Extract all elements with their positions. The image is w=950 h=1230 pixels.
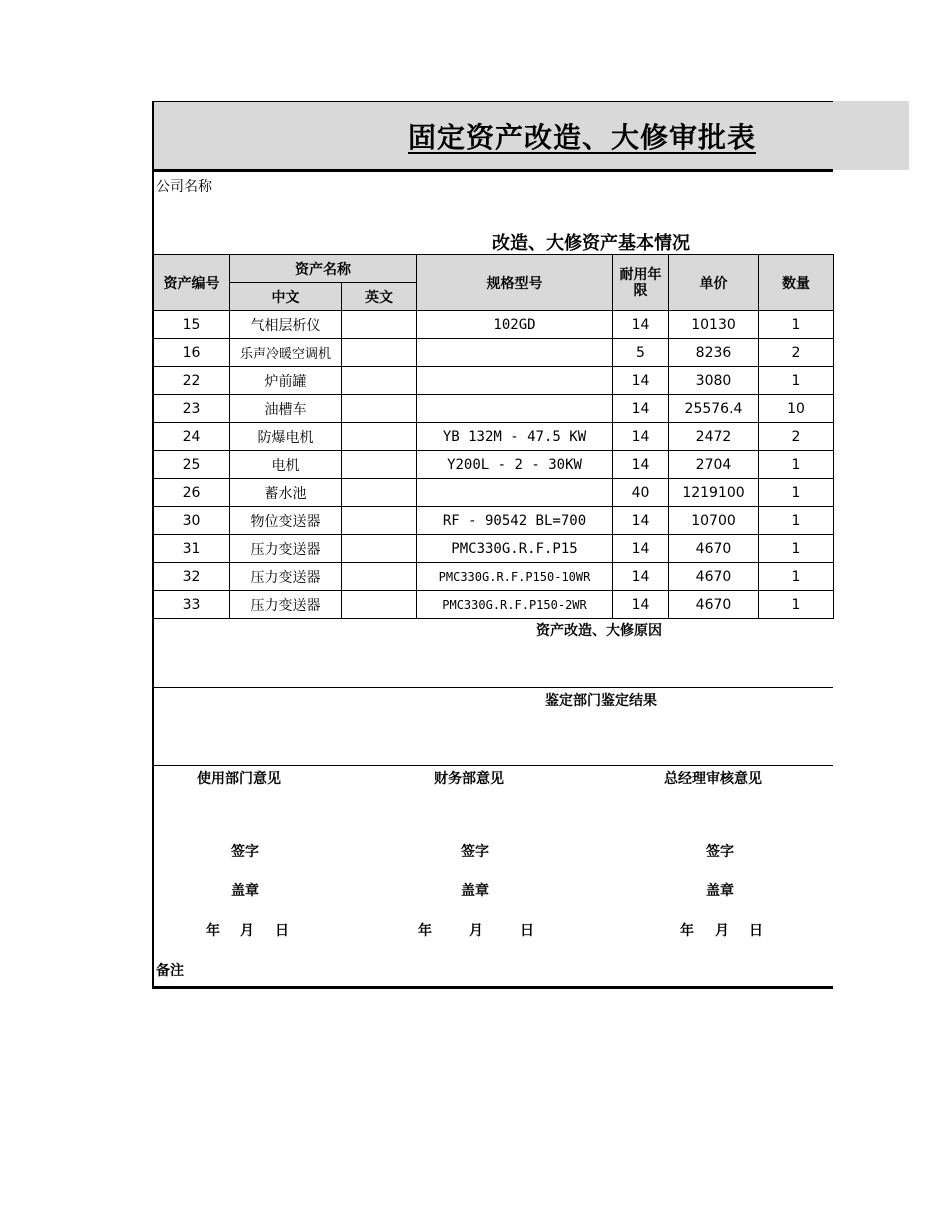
cell-qty: 1 — [759, 591, 834, 619]
cell-life: 14 — [613, 507, 669, 535]
cell-asset-no: 25 — [154, 451, 230, 479]
header-chinese: 中文 — [230, 283, 342, 311]
cell-name-en — [342, 479, 417, 507]
table-row — [154, 563, 834, 591]
cell-price: 8236 — [669, 339, 759, 367]
reason-bottom-border — [153, 687, 833, 688]
user-dept-sign-label: 签字 — [231, 844, 259, 860]
table-row — [154, 535, 834, 563]
cell-asset-no: 33 — [154, 591, 230, 619]
bottom-border — [152, 986, 833, 989]
cell-spec: PMC330G.R.F.P150-10WR — [417, 563, 613, 591]
cell-life: 5 — [613, 339, 669, 367]
cell-name-en — [342, 563, 417, 591]
header-life-years-text: 耐用年限 — [619, 266, 662, 299]
top-border — [152, 101, 833, 102]
cell-name-cn: 物位变送器 — [230, 507, 342, 535]
cell-price: 2704 — [669, 451, 759, 479]
header-english: 英文 — [342, 283, 417, 311]
cell-price: 4670 — [669, 591, 759, 619]
finance-dept-year: 年 — [418, 923, 432, 939]
cell-asset-no: 23 — [154, 395, 230, 423]
appraisal-bottom-border — [153, 765, 833, 766]
cell-life: 14 — [613, 395, 669, 423]
cell-spec — [417, 395, 613, 423]
cell-price: 10130 — [669, 311, 759, 339]
cell-name-en — [342, 591, 417, 619]
finance-dept-sign-label: 签字 — [461, 844, 489, 860]
cell-spec: PMC330G.R.F.P150-2WR — [417, 591, 613, 619]
table-row — [154, 507, 834, 535]
gm-sign-label: 签字 — [706, 844, 734, 860]
cell-qty: 2 — [759, 423, 834, 451]
cell-qty: 1 — [759, 311, 834, 339]
user-dept-seal-label: 盖章 — [231, 883, 259, 899]
reason-title: 资产改造、大修原因 — [536, 623, 662, 639]
finance-dept-day: 日 — [520, 923, 534, 939]
cell-name-cn: 蓄水池 — [230, 479, 342, 507]
cell-life: 14 — [613, 423, 669, 451]
table-row — [154, 395, 834, 423]
cell-life: 14 — [613, 535, 669, 563]
cell-name-en — [342, 311, 417, 339]
cell-name-en — [342, 367, 417, 395]
cell-name-en — [342, 339, 417, 367]
table-row — [154, 451, 834, 479]
table-row — [154, 367, 834, 395]
cell-name-cn: 油槽车 — [230, 395, 342, 423]
cell-spec — [417, 367, 613, 395]
gm-day: 日 — [749, 923, 763, 939]
cell-name-cn: 电机 — [230, 451, 342, 479]
cell-qty: 1 — [759, 367, 834, 395]
table-row — [154, 479, 834, 507]
cell-name-cn: 压力变送器 — [230, 535, 342, 563]
finance-dept-seal-label: 盖章 — [461, 883, 489, 899]
cell-asset-no: 32 — [154, 563, 230, 591]
cell-life: 14 — [613, 311, 669, 339]
header-quantity: 数量 — [759, 255, 834, 311]
asset-table — [153, 254, 834, 619]
cell-name-cn: 压力变送器 — [230, 563, 342, 591]
company-name-label: 公司名称 — [156, 179, 212, 195]
cell-asset-no: 26 — [154, 479, 230, 507]
cell-life: 14 — [613, 451, 669, 479]
gm-seal-label: 盖章 — [706, 883, 734, 899]
cell-asset-no: 31 — [154, 535, 230, 563]
cell-qty: 10 — [759, 395, 834, 423]
cell-name-en — [342, 451, 417, 479]
cell-asset-no: 22 — [154, 367, 230, 395]
appraisal-title: 鉴定部门鉴定结果 — [545, 693, 657, 709]
user-dept-day: 日 — [275, 923, 289, 939]
table-row — [154, 311, 834, 339]
cell-name-en — [342, 423, 417, 451]
cell-name-cn: 乐声冷暖空调机 — [230, 339, 342, 367]
cell-qty: 1 — [759, 479, 834, 507]
table-row — [154, 423, 834, 451]
form-title: 固定资产改造、大修审批表 — [408, 121, 757, 154]
cell-price: 4670 — [669, 563, 759, 591]
header-unit-price: 单价 — [669, 255, 759, 311]
cell-price: 1219100 — [669, 479, 759, 507]
cell-life: 40 — [613, 479, 669, 507]
cell-qty: 1 — [759, 507, 834, 535]
header-asset-no: 资产编号 — [154, 255, 230, 311]
user-dept-year: 年 — [206, 923, 220, 939]
cell-name-en — [342, 535, 417, 563]
header-asset-name: 资产名称 — [230, 255, 417, 283]
cell-price: 10700 — [669, 507, 759, 535]
cell-price: 25576.4 — [669, 395, 759, 423]
cell-life: 14 — [613, 591, 669, 619]
cell-asset-no: 16 — [154, 339, 230, 367]
user-dept-opinion-label: 使用部门意见 — [197, 771, 281, 787]
basic-info-title: 改造、大修资产基本情况 — [492, 233, 690, 254]
cell-asset-no: 15 — [154, 311, 230, 339]
gm-year: 年 — [680, 923, 694, 939]
cell-price: 4670 — [669, 535, 759, 563]
cell-spec: Y200L - 2 - 30KW — [417, 451, 613, 479]
cell-qty: 1 — [759, 563, 834, 591]
cell-spec: PMC330G.R.F.P15 — [417, 535, 613, 563]
cell-qty: 1 — [759, 451, 834, 479]
finance-dept-month: 月 — [469, 923, 483, 939]
user-dept-month: 月 — [240, 923, 254, 939]
cell-name-cn: 气相层析仪 — [230, 311, 342, 339]
cell-life: 14 — [613, 367, 669, 395]
cell-name-en — [342, 507, 417, 535]
gm-review-opinion-label: 总经理审核意见 — [664, 771, 762, 787]
cell-asset-no: 24 — [154, 423, 230, 451]
cell-qty: 1 — [759, 535, 834, 563]
cell-spec: RF - 90542 BL=700 — [417, 507, 613, 535]
gm-month: 月 — [715, 923, 729, 939]
header-spec: 规格型号 — [417, 255, 613, 311]
cell-qty: 2 — [759, 339, 834, 367]
cell-name-cn: 炉前罐 — [230, 367, 342, 395]
table-row — [154, 339, 834, 367]
cell-spec: YB 132M - 47.5 KW — [417, 423, 613, 451]
cell-spec — [417, 479, 613, 507]
header-life-years — [613, 255, 669, 311]
title-bottom-border — [152, 169, 833, 172]
cell-price: 2472 — [669, 423, 759, 451]
cell-price: 3080 — [669, 367, 759, 395]
table-row — [154, 591, 834, 619]
cell-name-en — [342, 395, 417, 423]
cell-spec: 102GD — [417, 311, 613, 339]
cell-life: 14 — [613, 563, 669, 591]
cell-asset-no: 30 — [154, 507, 230, 535]
finance-dept-opinion-label: 财务部意见 — [434, 771, 504, 787]
cell-name-cn: 防爆电机 — [230, 423, 342, 451]
remarks-label: 备注 — [156, 963, 184, 979]
cell-spec — [417, 339, 613, 367]
cell-name-cn: 压力变送器 — [230, 591, 342, 619]
